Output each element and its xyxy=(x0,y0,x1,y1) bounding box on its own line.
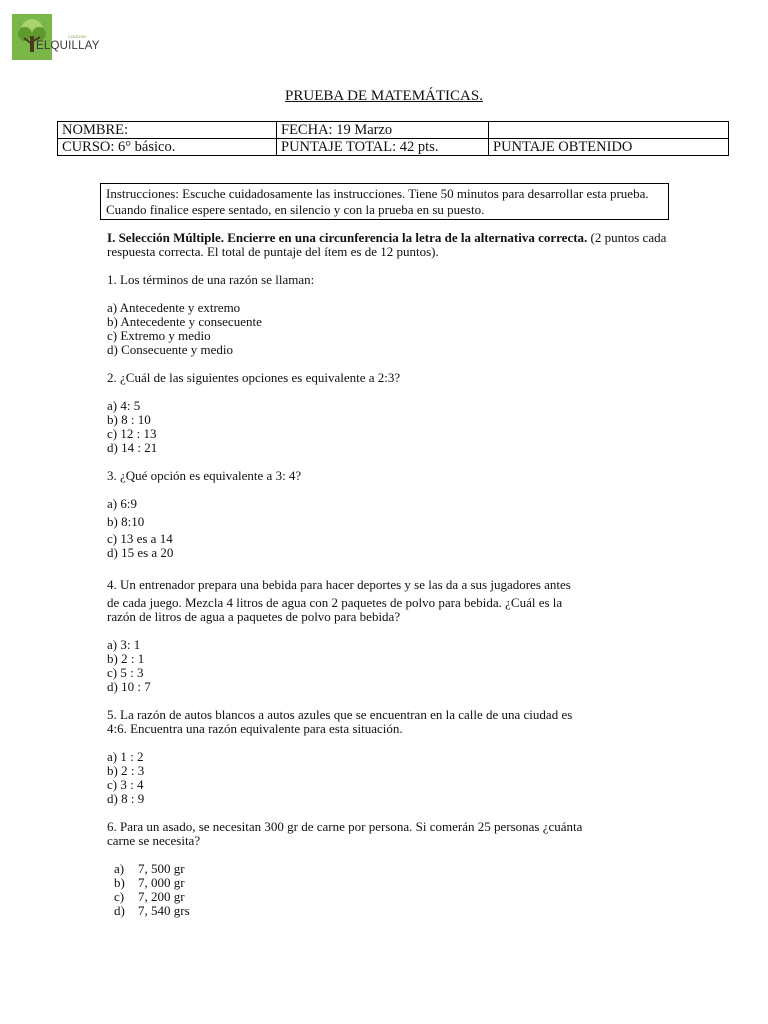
q4-option-d[interactable]: d) 10 : 7 xyxy=(107,679,151,694)
question-3: 3. ¿Qué opción es equivalente a 3: 4? xyxy=(107,468,302,483)
logo-name: ELQUILLAY xyxy=(36,40,100,52)
section-bold-text: . Selección Múltiple. Encierre en una circunferencia la letra de la alternativa correcta. xyxy=(112,230,588,245)
q3-option-c[interactable]: c) 13 es a 14 xyxy=(107,531,173,546)
puntaje-obtenido-cell: PUNTAJE OBTENIDO xyxy=(489,139,729,156)
logo-subtitle: COLEGIO xyxy=(68,34,87,39)
question-5-line-1: 5. La razón de autos blancos a autos azules que se encuentran en la calle de una ciudad es xyxy=(107,707,573,722)
q2-option-b[interactable]: b) 8 : 10 xyxy=(107,412,151,427)
puntaje-total-cell: PUNTAJE TOTAL: 42 pts. xyxy=(277,139,489,156)
option-label: c) xyxy=(114,889,125,904)
q1-option-b[interactable]: b) Antecedente y consecuente xyxy=(107,314,262,329)
question-4-line-2: de cada juego. Mezcla 4 litros de agua con 2 paquetes de polvo para bebida. ¿Cuál es la xyxy=(107,595,563,610)
q1-option-d[interactable]: d) Consecuente y medio xyxy=(107,342,233,357)
question-1: 1. Los términos de una razón se llaman: xyxy=(107,272,315,287)
q1-option-c[interactable]: c) Extremo y medio xyxy=(107,328,211,343)
tree-icon xyxy=(12,14,52,60)
page-title: PRUEBA DE MATEMÁTICAS. xyxy=(285,88,483,104)
question-6-line-1: 6. Para un asado, se necesitan 300 gr de carne por persona. Si comerán 25 personas ¿cuánta xyxy=(107,819,583,834)
school-logo xyxy=(12,14,108,62)
q6-option-d[interactable] xyxy=(114,904,190,918)
option-value: 7, 500 gr xyxy=(138,861,185,876)
q6-option-c[interactable] xyxy=(114,890,185,904)
section-normal-text: (2 puntos cada respuesta correcta. El total de puntaje del ítem es de 12 puntos). xyxy=(107,230,667,259)
q6-option-b[interactable] xyxy=(114,876,185,890)
q5-option-b[interactable]: b) 2 : 3 xyxy=(107,763,145,778)
curso-cell: CURSO: 6° básico. xyxy=(58,139,277,156)
q3-option-b[interactable]: b) 8:10 xyxy=(107,514,145,529)
q5-option-a[interactable]: a) 1 : 2 xyxy=(107,749,144,764)
instructions-box: Instrucciones: Escuche cuidadosamente las instrucciones. Tiene 50 minutos para desarrollar esta prueba. Cuando finalice espere sentado, en silencio y con la prueba en su puesto. xyxy=(100,183,669,220)
q4-option-c[interactable]: c) 5 : 3 xyxy=(107,665,144,680)
fecha-cell: FECHA: 19 Marzo xyxy=(277,122,489,139)
q4-option-a[interactable]: a) 3: 1 xyxy=(107,637,141,652)
empty-cell xyxy=(489,122,729,139)
student-info-table xyxy=(57,121,729,156)
question-6-line-2: carne se necesita? xyxy=(107,833,201,848)
question-4-line-3: razón de litros de agua a paquetes de polvo para bebida? xyxy=(107,609,401,624)
table-row xyxy=(58,139,729,156)
section-numeral: I xyxy=(107,230,113,245)
option-value: 7, 200 gr xyxy=(138,889,185,904)
question-2: 2. ¿Cuál de las siguientes opciones es equivalente a 2:3? xyxy=(107,370,401,385)
option-label: b) xyxy=(114,875,125,890)
q3-option-a[interactable]: a) 6:9 xyxy=(107,496,137,511)
q5-option-d[interactable]: d) 8 : 9 xyxy=(107,791,145,806)
table-row xyxy=(58,122,729,139)
q1-option-a[interactable]: a) Antecedente y extremo xyxy=(107,300,241,315)
nombre-cell: NOMBRE: xyxy=(58,122,277,139)
option-label: a) xyxy=(114,861,125,876)
option-label: d) xyxy=(114,903,125,918)
section-header xyxy=(107,231,667,259)
q5-option-c[interactable]: c) 3 : 4 xyxy=(107,777,144,792)
q2-option-d[interactable]: d) 14 : 21 xyxy=(107,440,158,455)
option-value: 7, 540 grs xyxy=(138,903,190,918)
q3-option-d[interactable]: d) 15 es a 20 xyxy=(107,545,174,560)
q2-option-a[interactable]: a) 4: 5 xyxy=(107,398,141,413)
option-value: 7, 000 gr xyxy=(138,875,185,890)
question-5-line-2: 4:6. Encuentra una razón equivalente para esta situación. xyxy=(107,721,403,736)
question-4-line-1: 4. Un entrenador prepara una bebida para hacer deportes y se las da a sus jugadores antes xyxy=(107,577,571,592)
q2-option-c[interactable]: c) 12 : 13 xyxy=(107,426,157,441)
q6-option-a[interactable] xyxy=(114,862,185,876)
q4-option-b[interactable]: b) 2 : 1 xyxy=(107,651,145,666)
